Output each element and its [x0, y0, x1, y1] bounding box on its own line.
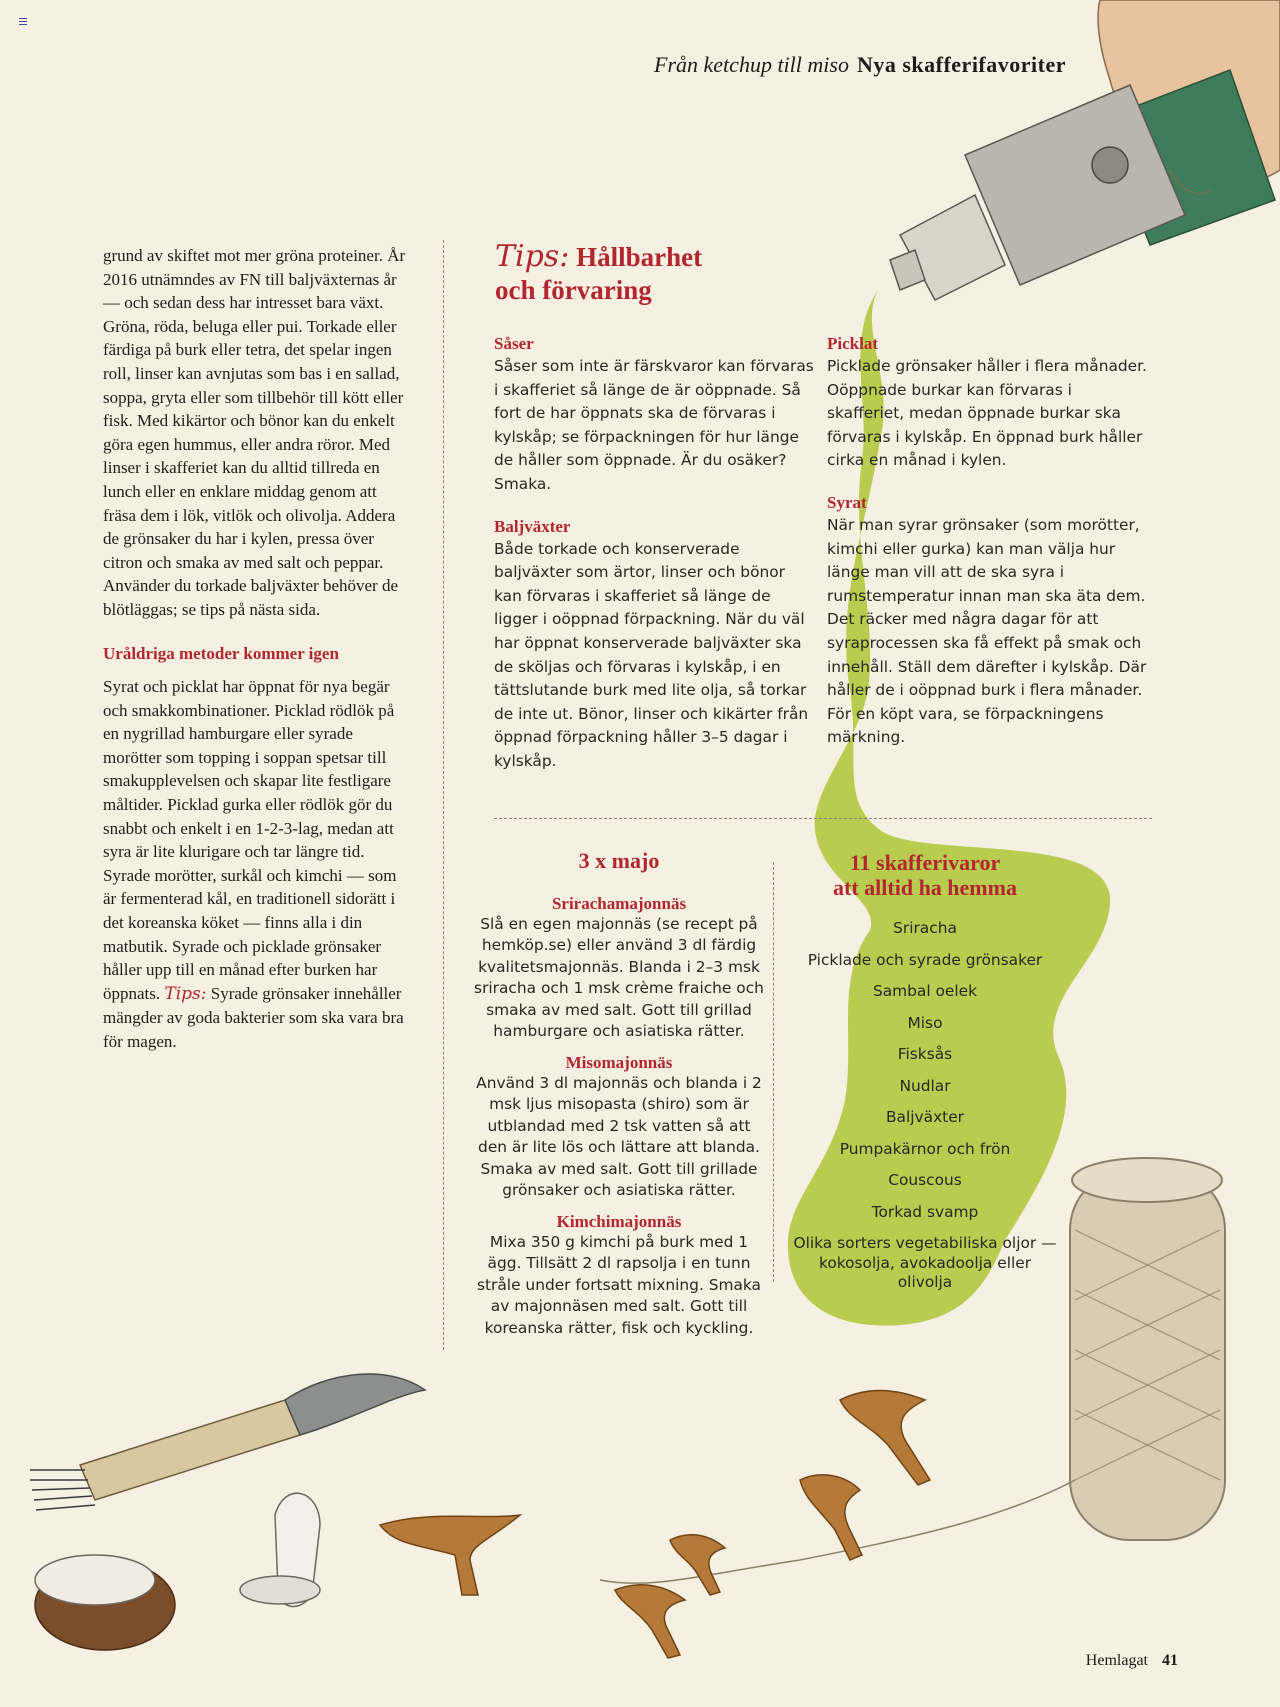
tips-heading-picklat: Picklat	[827, 334, 878, 353]
tips-title	[495, 240, 825, 307]
pantry-section	[790, 850, 1060, 1305]
tips-column-left	[494, 333, 814, 793]
pantry-item: Torkad svamp	[871, 1202, 979, 1221]
footer-magazine: Hemlagat	[1085, 1652, 1148, 1669]
column-divider	[443, 240, 444, 1350]
header-kicker: Från ketchup till miso	[654, 52, 849, 77]
mushroom-knife-illustration	[30, 1374, 425, 1510]
tips-title-line2: och förvaring	[495, 275, 652, 305]
pantry-title	[790, 850, 1060, 900]
pantry-list	[790, 919, 1060, 1293]
tips-title-line1: Hållbarhet	[576, 242, 703, 272]
tips-text-saser: Såser som inte är färskvaror kan förvaras i skafferiet så länge de är oöppnade. Så fort de har öppnats ska de förvaras i kylskåp; se förpackningen för hur länge de håller som öppnade. Är du osäker? Smaka.	[494, 357, 814, 493]
pantry-title-line1: 11 skafferivaror	[849, 850, 1001, 875]
page-header	[654, 52, 1066, 78]
recipe-text-kimchi: Mixa 350 g kimchi på burk med 1 ägg. Tillsätt 2 dl rapsolja i en tunn stråle under fortsatt mixning. Smaka av majonnäsen med salt. Gott till koreanska rätter, fisk och kyckling.	[476, 1232, 761, 1337]
page-number: 41	[1162, 1652, 1178, 1669]
left-subheading: Uråldriga metoder kommer igen	[103, 643, 339, 663]
tips-word: Tips:	[495, 239, 570, 274]
majo-section	[474, 850, 764, 1349]
header-title: Nya skafferifavoriter	[856, 52, 1066, 77]
tips-text-baljvaxter: Både torkade och konserverade baljväxter som ärtor, linser och bönor kan förvaras i skafferiet så länge de ligger i oöppnad förpackning. När du väl har öppnat konserverade baljväxter ska de sköljas och förvaras i kylskåp, i en tättslutande burk med lite olja, så torkar de inte ut. Bönor, linser och kikärter från öppnad förpackning håller 3–5 dagar i kylskåp.	[494, 539, 809, 770]
mushrooms-illustration	[35, 1391, 930, 1658]
pantry-item: Picklade och syrade grönsaker	[807, 950, 1043, 969]
pantry-item: Sambal oelek	[872, 982, 978, 1000]
section-divider	[494, 818, 1152, 819]
recipe-name-sriracha: Srirachamajonnäs	[551, 893, 687, 913]
pantry-item: Baljväxter	[885, 1108, 965, 1126]
tips-heading-syrat: Syrat	[827, 492, 867, 512]
tips-heading-saser: Såser	[494, 334, 534, 353]
recipe-name-miso: Misomajonnäs	[565, 1052, 673, 1072]
recipe-text-miso: Använd 3 dl majonnäs och blanda i 2 msk ljus misopasta (shiro) som är utblandad med 2 tsk vatten så att den är lite lös och lättare att blanda. Smaka av med salt. Gott till grillade grönsaker och asiatiska rätter.	[476, 1073, 762, 1199]
pantry-item: Olika sorters vegetabiliska oljor — kokosolja, avokadoolja eller olivolja	[793, 1234, 1057, 1291]
tips-column-right	[827, 333, 1147, 769]
tips-heading-baljvaxter: Baljväxter	[494, 516, 571, 536]
hand-with-tube-illustration	[890, 0, 1280, 300]
recipe-name-kimchi: Kimchimajonnäs	[556, 1211, 682, 1231]
pantry-item: Sriracha	[893, 919, 957, 937]
tips-text-picklat: Picklade grönsaker håller i flera månader. Oöppnade burkar kan förvaras i skafferiet, medan öppnade burkar ska förvaras i kylskåp. En öppnad burk håller cirka en månad i kylen.	[827, 357, 1147, 470]
left-body-text: Syrat och picklat har öppnat för nya begär och smakkombinationer. Picklad rödlök på en nygrillad hamburgare eller syrade morötter som topping i soppan spetsar till smakupplevelsen och skapar lite festligare måltider. Picklad gurka eller rödlök gör du snabbt och enkelt i en 1-2-3-lag, medan att syra är lite klurigare och tar längre tid. Syrade morötter, surkål och kimchi — som är fermenterad kål, en traditionell sidorätt i det koreanska köket — finns alla i din matbutik. Syrade och picklade grönsaker håller upp till en månad efter burken har öppnats.	[103, 677, 397, 1003]
pantry-item: Pumpakärnor och frön	[839, 1139, 1011, 1158]
left-intro: grund av skiftet mot mer gröna proteiner. År 2016 utnämndes av FN till baljväxternas år — och sedan dess har intresset bara växt. Gröna, röda, beluga eller pui. Torkade eller färdiga på burk eller tetra, det spelar ingen roll, linser kan avnjutas som bas i en sallad, soppa, gryta eller som tillbehör till kött eller fisk. Med kikärtor och bönor kan du enkelt göra egen hummus, eller andra röror. Med linser i skafferiet kan du alltid tillreda en lunch eller en enklare middag genom att fräsa dem i lök, vitlök och olivolja. Addera de grönsaker du har i kylen, pressa över citron och smaka av med salt och peppar. Använder du torkade baljväxter behöver de blötläggas; se tips på nästa sida.	[103, 246, 406, 619]
pantry-item: Nudlar	[899, 1076, 951, 1095]
inline-tip-label: Tips:	[164, 983, 207, 1004]
pantry-item: Couscous	[888, 1171, 962, 1189]
majo-title: 3 x majo	[578, 848, 660, 873]
left-column	[103, 244, 413, 1054]
pantry-item: Fisksås	[897, 1045, 953, 1063]
inline-tip-text: Syrade grönsaker innehåller mängder av goda bakterier som ska vara bra för magen.	[103, 983, 404, 1051]
pantry-item: Miso	[907, 1013, 943, 1032]
page-footer	[1086, 1652, 1178, 1670]
tips-text-syrat: När man syrar grönsaker (som morötter, kimchi eller gurka) kan man välja hur länge man vill att de ska syra i rumstemperatur innan man ska äta dem. Det räcker med några dagar för att syraprocessen ska få effekt på smak och innehåll. Ställ dem därefter i kylskåp. Där håller de i oöppnad burk i flera månader. För en köpt vara, se förpackningens märkning.	[827, 515, 1147, 747]
majo-divider	[773, 862, 774, 1282]
pantry-title-line2: att alltid ha hemma	[833, 875, 1017, 900]
recipe-text-sriracha: Slå en egen majonnäs (se recept på hemköp.se) eller använd 3 dl färdig kvalitetsmajonnäs. Blanda i 2–3 msk sriracha och 1 msk crème fraiche och smaka av med salt. Gott till grillad hamburgare och asiatiska rätter.	[474, 914, 764, 1040]
left-body	[103, 675, 413, 1054]
